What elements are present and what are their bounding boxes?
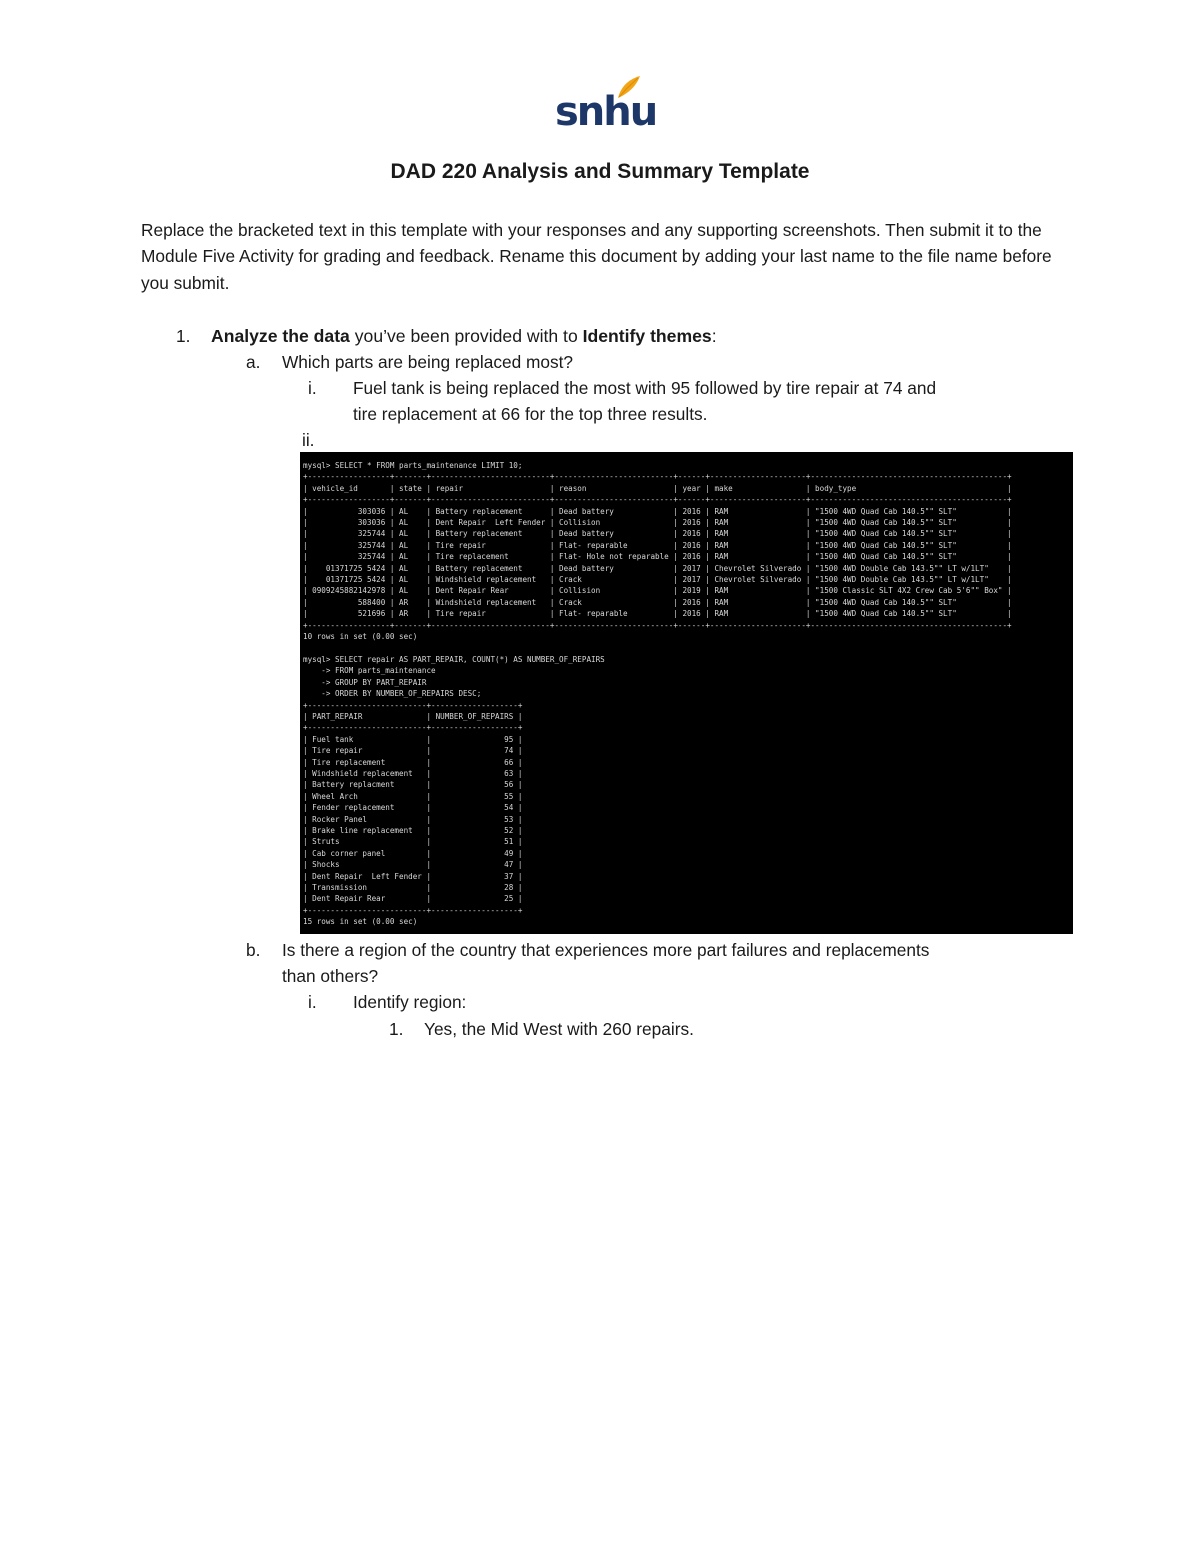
answer-a-line-1: Fuel tank is being replaced the most with 95 followed by tire repair at 74 and [353,378,937,398]
list-marker-b: b. [246,940,261,960]
snhu-logo [555,74,657,135]
question-b-line-2: than others? [282,966,379,986]
heading-bold-1: Analyze the data [211,326,350,346]
region-answer: Yes, the Mid West with 260 repairs. [424,1019,694,1039]
intro-paragraph: Replace the bracketed text in this template with your responses and any supporting screenshots. Then submit it to the Module Five Activity for grading and feedback. Rename this document by adding your last name to the file name before you submit. [141,220,1052,293]
terminal-screenshot [300,452,1073,934]
heading-bold-2: Identify themes [582,326,712,346]
list-marker-b-i: i. [308,992,317,1012]
list-marker-a: a. [246,352,261,372]
logo-wordmark: snhu [555,89,657,135]
document-title: DAD 220 Analysis and Summary Template [390,160,810,183]
heading-end: : [711,326,717,346]
answer-a-line-2: tire replacement at 66 for the top three results. [353,404,708,424]
section-heading [211,323,717,349]
question-b-line-1: Is there a region of the country that experiences more part failures and replacements [282,940,930,960]
list-marker-a-ii: ii. [302,430,315,450]
identify-region-label: Identify region: [353,992,467,1012]
list-marker-b-1: 1. [389,1019,404,1039]
question-a: Which parts are being replaced most? [282,352,574,372]
heading-mid: you’ve been provided with to [349,326,583,346]
list-marker-a-i: i. [308,378,317,398]
terminal-output: mysql> SELECT * FROM parts_maintenance LIMIT 10; +------------------+-------+--------------------------+--------------------------+------+---------------------+-------------------------------------------+ | vehicle_id | state | repair | reason | year | make | body_type | +------------------+-------+--------------------------+--------------------------+------+---------------------+-------------------------------------------+ | 303036 | AL | Battery replacement | Dead battery | 2016 | RAM | "1500 4WD Quad Cab 140.5"" SLT" | | 303036 | AL | Dent Repair Left Fender | Collision | 2016 | RAM | "1500 4WD Quad Cab 140.5"" SLT" | | 325744 | AL | Battery replacement | Dead battery | 2016 | RAM | "1500 4WD Quad Cab 140.5"" SLT" | | 325744 | AL | Tire repair | Flat- reparable | 2016 | RAM | "1500 4WD Quad Cab 140.5"" SLT" | | 325744 | AL | Tire replacement | Flat- Hole not reparable | 2016 | RAM | "1500 4WD Quad Cab 140.5"" SLT" | | 01371725 5424 | AL | Battery replacement | Dead battery | 2017 | Chevrolet Silverado | "1500 4WD Double Cab 143.5"" LT w/1LT" | | 01371725 5424 | AL | Windshield replacement | Crack | 2017 | Chevrolet Silverado | "1500 4WD Double Cab 143.5"" LT w/1LT" | | 0909245882142978 | AL | Dent Repair Rear | Collision | 2019 | RAM | "1500 Classic SLT 4X2 Crew Cab 5'6"" Box" | | 588400 | AR | Windshield replacement | Crack | 2016 | RAM | "1500 4WD Quad Cab 140.5"" SLT" | | 521696 | AR | Tire repair | Flat- reparable | 2016 | RAM | "1500 4WD Quad Cab 140.5"" SLT" | +------------------+-------+--------------------------+--------------------------+------+---------------------+-------------------------------------------+ 10 rows in set (0.00 sec) mysql> SELECT repair AS PART_REPAIR, COUNT(*) AS NUMBER_OF_REPAIRS -> FROM parts_maintenance -> GROUP BY PART_REPAIR -> ORDER BY NUMBER_OF_REPAIRS DESC; +--------------------------+-------------------+ | PART_REPAIR | NUMBER_OF_REPAIRS | +--------------------------+-------------------+ | Fuel tank | 95 | | Tire repair | 74 | | Tire replacement | 66 | | Windshield replacement | 63 | | Battery replacment | 56 | | Wheel Arch | 55 | | Fender replacement | 54 | | Rocker Panel | 53 | | Brake line replacement | 52 | | Struts | 51 | | Cab corner panel | 49 | | Shocks | 47 | | Dent Repair Left Fender | 37 | | Transmission | 28 | | Dent Repair Rear | 25 | +--------------------------+-------------------+ 15 rows in set (0.00 sec) [303,461,1012,927]
list-number-1: 1. [176,326,191,346]
